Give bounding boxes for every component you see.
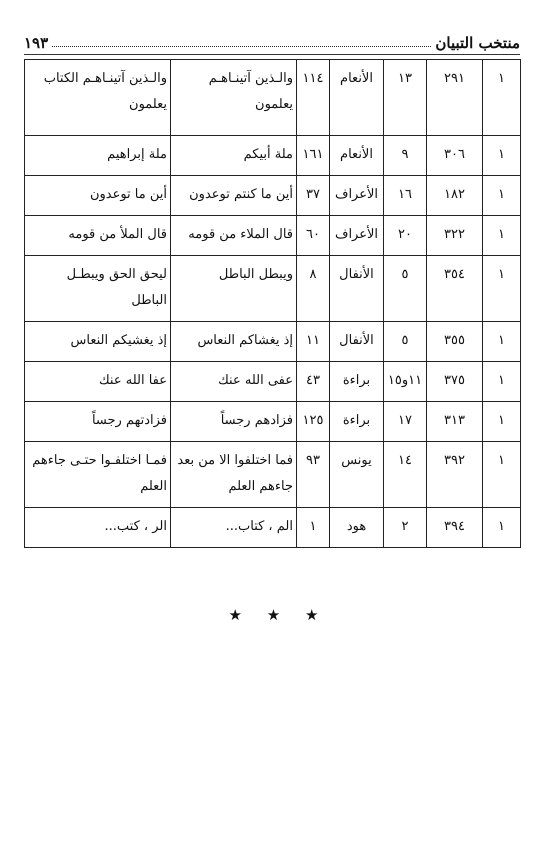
verse-cell: ٤٣ xyxy=(297,362,330,402)
correct-text-cell: عفا الله عنك xyxy=(25,362,171,402)
volume-cell: ١ xyxy=(483,508,521,548)
correct-text-cell: إذ يغشيكم النعاس xyxy=(25,322,171,362)
page-cell: ٣٠٦ xyxy=(427,136,483,176)
correct-text-cell: والـذين آتينـاهـم الكتاب يعلمون xyxy=(25,60,171,136)
printed-text-cell: ملة أبيكم xyxy=(171,136,297,176)
table-row xyxy=(25,216,521,256)
volume-cell: ١ xyxy=(483,256,521,322)
correct-text-cell: ليحق الحق ويبطـل الباطل xyxy=(25,256,171,322)
surah-cell: هود xyxy=(330,508,384,548)
page-cell: ١٨٢ xyxy=(427,176,483,216)
surah-cell: يونس xyxy=(330,442,384,508)
verse-cell: ٩٣ xyxy=(297,442,330,508)
printed-text-cell: عفى الله عنك xyxy=(171,362,297,402)
printed-text-cell: والـذين آتينـاهـم يعلمون xyxy=(171,60,297,136)
table-row xyxy=(25,402,521,442)
volume-cell: ١ xyxy=(483,136,521,176)
line-cell: ٥ xyxy=(384,322,427,362)
surah-cell: الأعراف xyxy=(330,216,384,256)
printed-text-cell: ويبطل الباطل xyxy=(171,256,297,322)
volume-cell: ١ xyxy=(483,442,521,508)
line-cell: ٢ xyxy=(384,508,427,548)
header-rule xyxy=(24,54,520,55)
volume-cell: ١ xyxy=(483,60,521,136)
table-row xyxy=(25,442,521,508)
surah-cell: براءة xyxy=(330,362,384,402)
page-cell: ٣٧٥ xyxy=(427,362,483,402)
page-cell: ٣١٣ xyxy=(427,402,483,442)
corrections-table xyxy=(24,59,521,548)
page-number: ١٩٣ xyxy=(24,34,49,52)
line-cell: ٢٠ xyxy=(384,216,427,256)
correct-text-cell: فزادتهم رجساً xyxy=(25,402,171,442)
surah-cell: الأنعام xyxy=(330,136,384,176)
printed-text-cell: أين ما كنتم توعدون xyxy=(171,176,297,216)
verse-cell: ١٦١ xyxy=(297,136,330,176)
volume-cell: ١ xyxy=(483,362,521,402)
table-row xyxy=(25,136,521,176)
page-cell: ٣٥٥ xyxy=(427,322,483,362)
table-body xyxy=(25,60,521,548)
page-cell: ٣٥٤ xyxy=(427,256,483,322)
table-row xyxy=(25,362,521,402)
table-row xyxy=(25,508,521,548)
printed-text-cell: قال الملاء من قومه xyxy=(171,216,297,256)
page-cell: ٢٩١ xyxy=(427,60,483,136)
printed-text-cell: فما اختلفوا الا من بعد جاءهم العلم xyxy=(171,442,297,508)
surah-cell: الأنفال xyxy=(330,322,384,362)
line-cell: ١٣ xyxy=(384,60,427,136)
table-row xyxy=(25,256,521,322)
correct-text-cell: الر ، كتب... xyxy=(25,508,171,548)
table-row xyxy=(25,60,521,136)
section-end-stars: ★ ★ ★ xyxy=(228,606,329,624)
table-row xyxy=(25,176,521,216)
line-cell: ١١و١٥ xyxy=(384,362,427,402)
line-cell: ٩ xyxy=(384,136,427,176)
table-row xyxy=(25,322,521,362)
verse-cell: ١١ xyxy=(297,322,330,362)
line-cell: ١٧ xyxy=(384,402,427,442)
line-cell: ١٤ xyxy=(384,442,427,508)
verse-cell: ١ xyxy=(297,508,330,548)
correct-text-cell: ملة إبراهيم xyxy=(25,136,171,176)
correct-text-cell: أين ما توعدون xyxy=(25,176,171,216)
printed-text-cell: فزادهم رجساً xyxy=(171,402,297,442)
correct-text-cell: فمـا اختلفـوا حتـى جاءهم العلم xyxy=(25,442,171,508)
page-header xyxy=(24,30,520,52)
verse-cell: ٣٧ xyxy=(297,176,330,216)
line-cell: ١٦ xyxy=(384,176,427,216)
page-cell: ٣٩٤ xyxy=(427,508,483,548)
running-title: منتخب التبيان xyxy=(435,34,520,52)
verse-cell: ٨ xyxy=(297,256,330,322)
line-cell: ٥ xyxy=(384,256,427,322)
printed-text-cell: الم ، كتاب... xyxy=(171,508,297,548)
volume-cell: ١ xyxy=(483,322,521,362)
volume-cell: ١ xyxy=(483,176,521,216)
verse-cell: ١١٤ xyxy=(297,60,330,136)
verse-cell: ١٢٥ xyxy=(297,402,330,442)
page-cell: ٣٢٢ xyxy=(427,216,483,256)
volume-cell: ١ xyxy=(483,402,521,442)
printed-text-cell: إذ يغشاكم النعاس xyxy=(171,322,297,362)
surah-cell: الأعراف xyxy=(330,176,384,216)
leader-dots xyxy=(52,46,431,47)
correct-text-cell: قال الملأ من قومه xyxy=(25,216,171,256)
verse-cell: ٦٠ xyxy=(297,216,330,256)
surah-cell: براءة xyxy=(330,402,384,442)
page-cell: ٣٩٢ xyxy=(427,442,483,508)
surah-cell: الأنفال xyxy=(330,256,384,322)
surah-cell: الأنعام xyxy=(330,60,384,136)
volume-cell: ١ xyxy=(483,216,521,256)
